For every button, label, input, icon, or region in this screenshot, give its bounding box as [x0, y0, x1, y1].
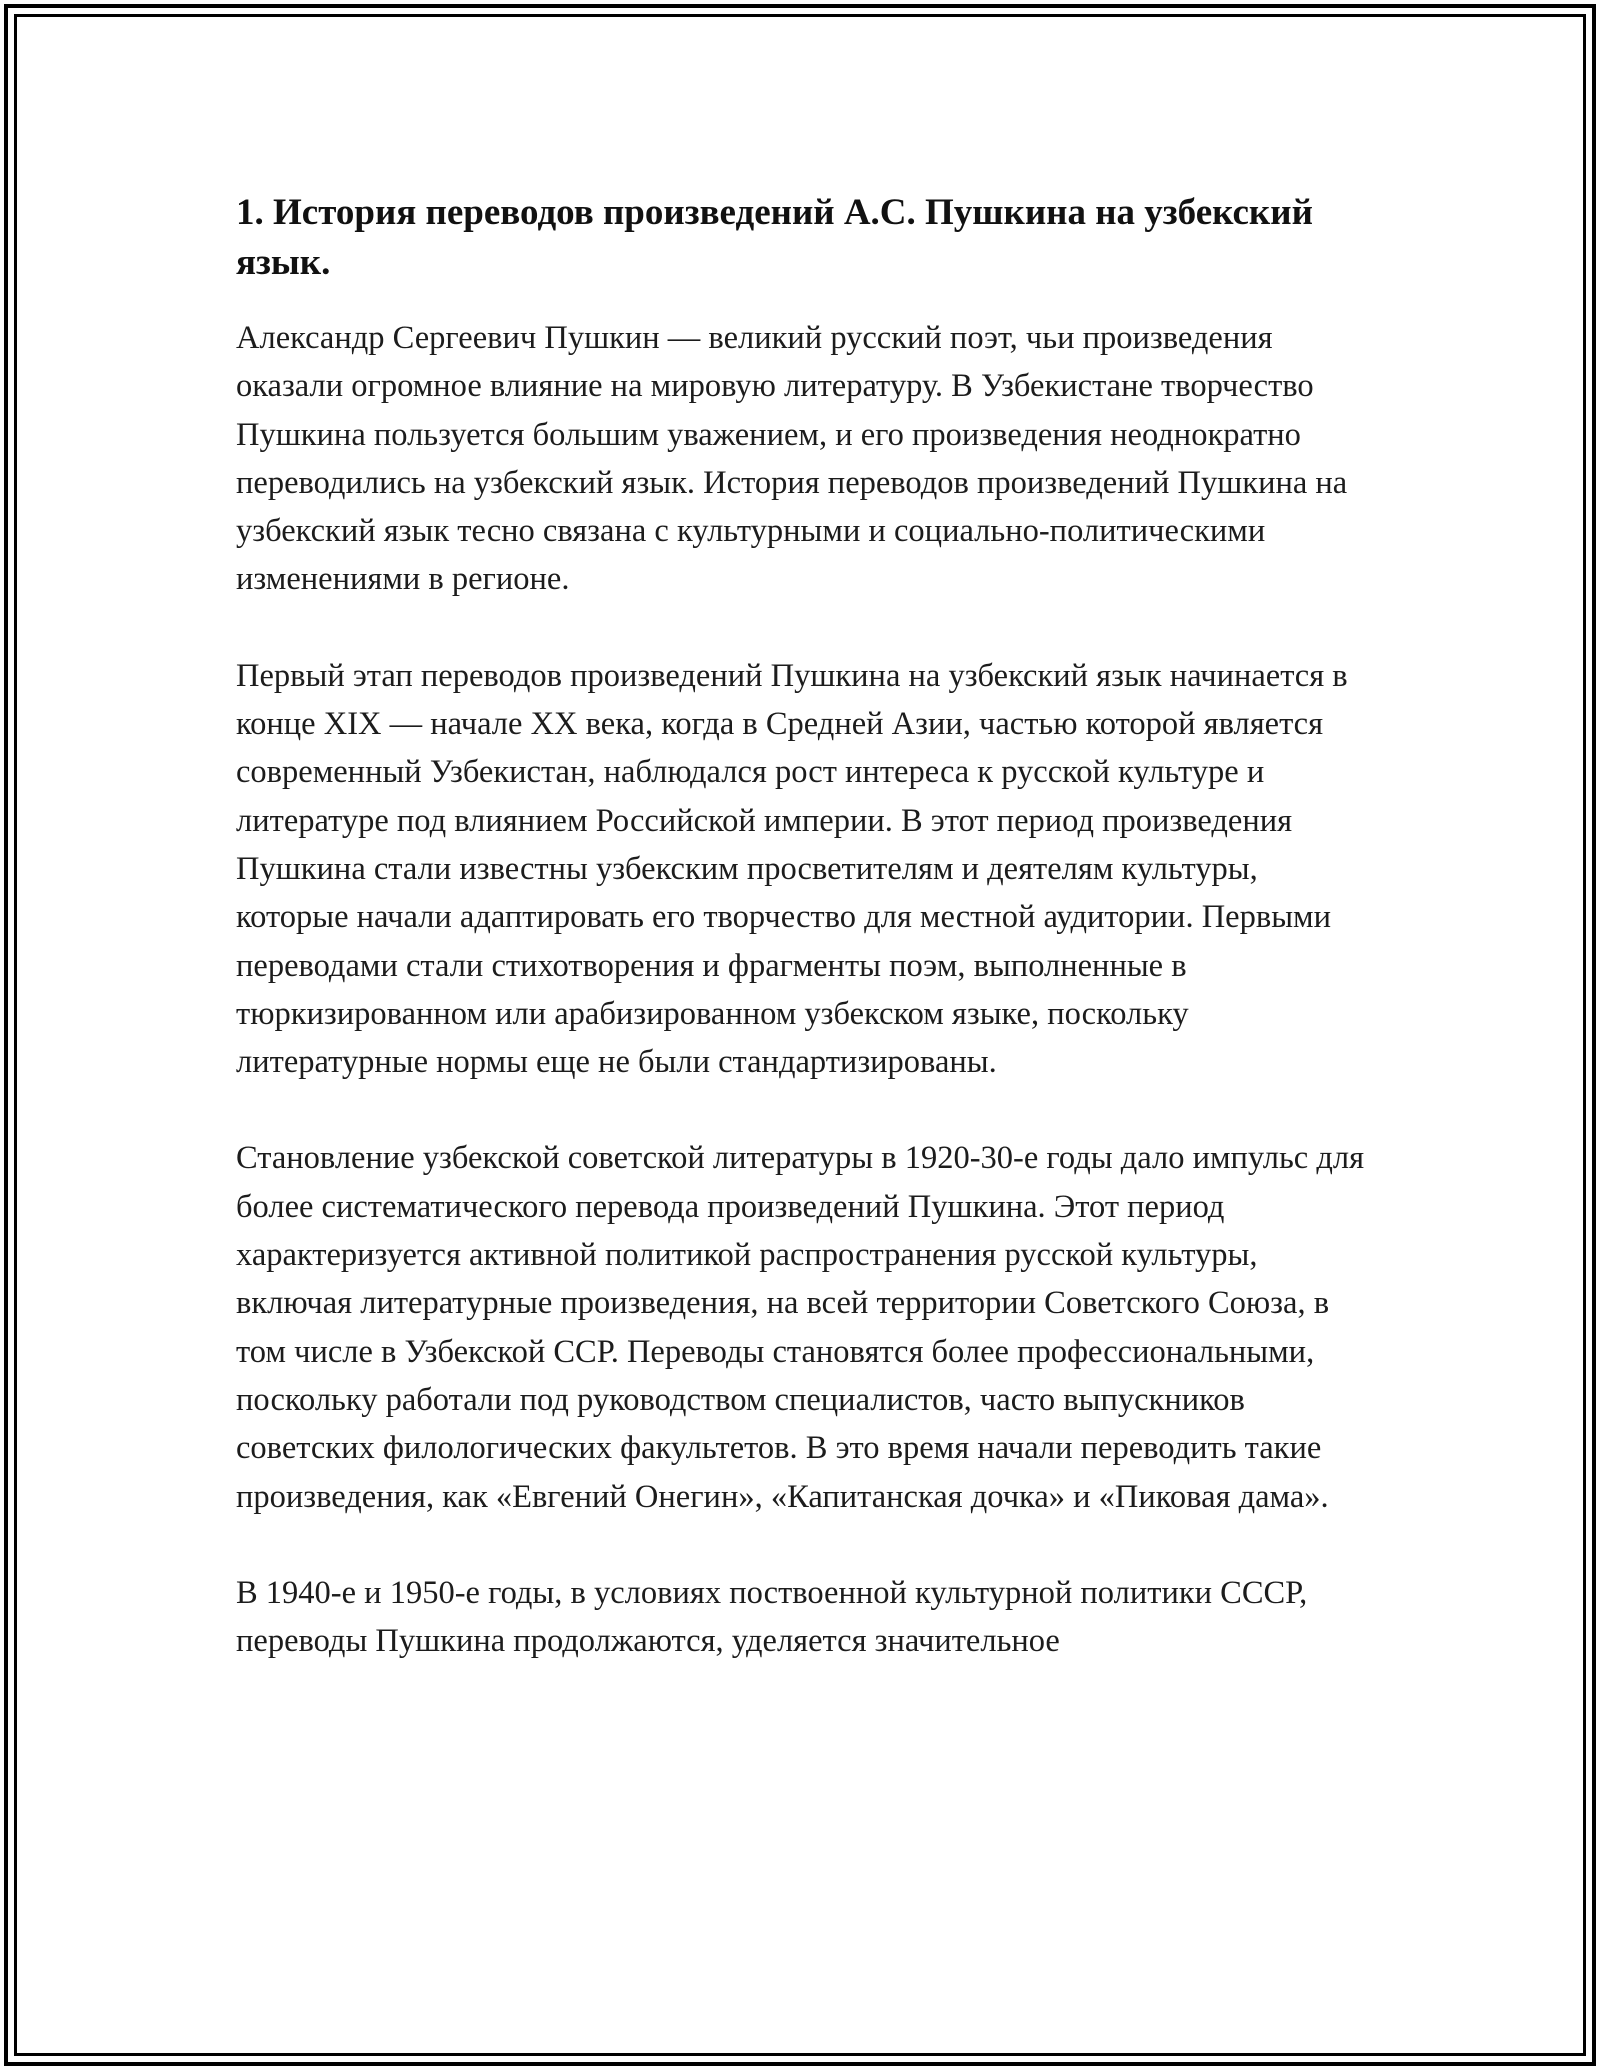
document-page	[236, 188, 1376, 1713]
section-heading: 1. История переводов произведений А.С. Пушкина на узбекский язык.	[236, 192, 1313, 283]
paragraph-first-stage: Первый этап переводов произведений Пушкина на узбекский язык начинается в конце XIX — начале XX века, когда в Средней Азии, частью которой является современный Узбекистан, наблюдался рост интереса к русской культуре и литературе под влиянием Российской империи. В этот период произведения Пушкина стали известны узбекским просветителям и деятелям культуры, которые начали адаптировать его творчество для местной аудитории. Первыми переводами стали стихотворения и фрагменты поэм, выполненные в тюркизированном или арабизированном узбекском языке, поскольку литературные нормы еще не были стандартизированы.	[236, 657, 1348, 1081]
paragraph-intro: Александр Сергеевич Пушкин — великий русский поэт, чьи произведения оказали огромное влияние на мировую литературу. В Узбекистане творчество Пушкина пользуется большим уважением, и его произведения неоднократно переводились на узбекский язык. История переводов произведений Пушкина на узбекский язык тесно связана с культурными и социально-политическими изменениями в регионе.	[236, 320, 1348, 598]
paragraph-soviet-period: Становление узбекской советской литературы в 1920-30-е годы дало импульс для более систематического перевода произведений Пушкина. Этот период характеризуется активной политикой распространения русской культуры, включая литературные произведения, на всей территории Советского Союза, в том числе в Узбекской ССР. Переводы становятся более профессиональными, поскольку работали под руководством специалистов, часто выпускников советских филологических факультетов. В это время начали переводить такие произведения, как «Евгений Онегин», «Капитанская дочка» и «Пиковая дама».	[236, 1140, 1365, 1515]
paragraph-postwar: В 1940-е и 1950-е годы, в условиях поствоенной культурной политики СССР, переводы Пушкина продолжаются, уделяется значительное	[236, 1574, 1308, 1660]
